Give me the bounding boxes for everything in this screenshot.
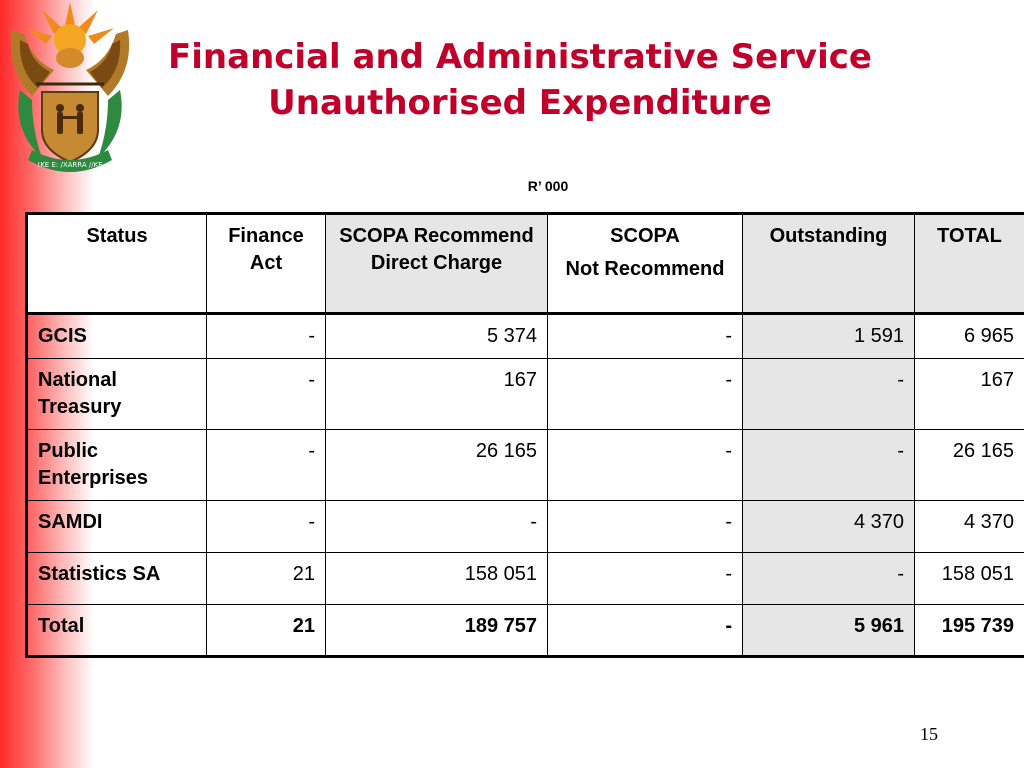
table-header-row	[27, 214, 1024, 314]
header-outstanding: Outstanding	[743, 214, 915, 314]
cell-total: 6 965	[915, 314, 1024, 359]
header-scopa-recommend: SCOPA Recommend Direct Charge	[326, 214, 548, 314]
cell-total: 4 370	[915, 501, 1024, 553]
table-row	[27, 501, 1024, 553]
title-line-2: Unauthorised Expenditure	[268, 83, 772, 123]
cell-total: 195 739	[915, 605, 1024, 657]
header-finance-act: Finance Act	[207, 214, 326, 314]
header-total: TOTAL	[915, 214, 1024, 314]
cell-outstanding: 1 591	[743, 314, 915, 359]
cell-status: Statistics SA	[27, 553, 207, 605]
cell-status: National Treasury	[27, 359, 207, 430]
header-status: Status	[27, 214, 207, 314]
emblem-motto: !KE E: /XARRA //KE	[37, 161, 103, 169]
cell-total: 167	[915, 359, 1024, 430]
cell-outstanding: 5 961	[743, 605, 915, 657]
expenditure-table	[25, 212, 1024, 658]
cell-scopa-not: -	[548, 430, 743, 501]
cell-finance-act: 21	[207, 553, 326, 605]
header-scopa-not-recommend	[548, 214, 743, 314]
header-scopa-not-line2: Not Recommend	[565, 258, 725, 280]
table-row	[27, 553, 1024, 605]
cell-status: SAMDI	[27, 501, 207, 553]
cell-total: 158 051	[915, 553, 1024, 605]
header-scopa-not-line1: SCOPA	[610, 225, 680, 247]
table-row	[27, 359, 1024, 430]
cell-status: Total	[27, 605, 207, 657]
cell-outstanding: 4 370	[743, 501, 915, 553]
cell-outstanding: -	[743, 553, 915, 605]
units-label: R’ 000	[527, 178, 569, 194]
cell-scopa-not: -	[548, 605, 743, 657]
coat-of-arms-icon	[2, 0, 138, 182]
cell-scopa-not: -	[548, 314, 743, 359]
cell-status: Public Enterprises	[27, 430, 207, 501]
table-row	[27, 314, 1024, 359]
table-total-row	[27, 605, 1024, 657]
cell-finance-act: 21	[207, 605, 326, 657]
table-row	[27, 430, 1024, 501]
cell-outstanding: -	[743, 430, 915, 501]
cell-status: GCIS	[27, 314, 207, 359]
cell-scopa-recommend: 26 165	[326, 430, 548, 501]
cell-finance-act: -	[207, 501, 326, 553]
cell-scopa-recommend: -	[326, 501, 548, 553]
cell-scopa-not: -	[548, 553, 743, 605]
cell-finance-act: -	[207, 430, 326, 501]
cell-outstanding: -	[743, 359, 915, 430]
cell-total: 26 165	[915, 430, 1024, 501]
cell-finance-act: -	[207, 359, 326, 430]
page-number: 15	[920, 724, 938, 744]
title-line-1: Financial and Administrative Service	[168, 37, 872, 77]
cell-scopa-recommend: 5 374	[326, 314, 548, 359]
cell-scopa-recommend: 189 757	[326, 605, 548, 657]
cell-scopa-recommend: 158 051	[326, 553, 548, 605]
cell-scopa-not: -	[548, 501, 743, 553]
slide-title	[140, 34, 900, 126]
cell-finance-act: -	[207, 314, 326, 359]
cell-scopa-not: -	[548, 359, 743, 430]
cell-scopa-recommend: 167	[326, 359, 548, 430]
